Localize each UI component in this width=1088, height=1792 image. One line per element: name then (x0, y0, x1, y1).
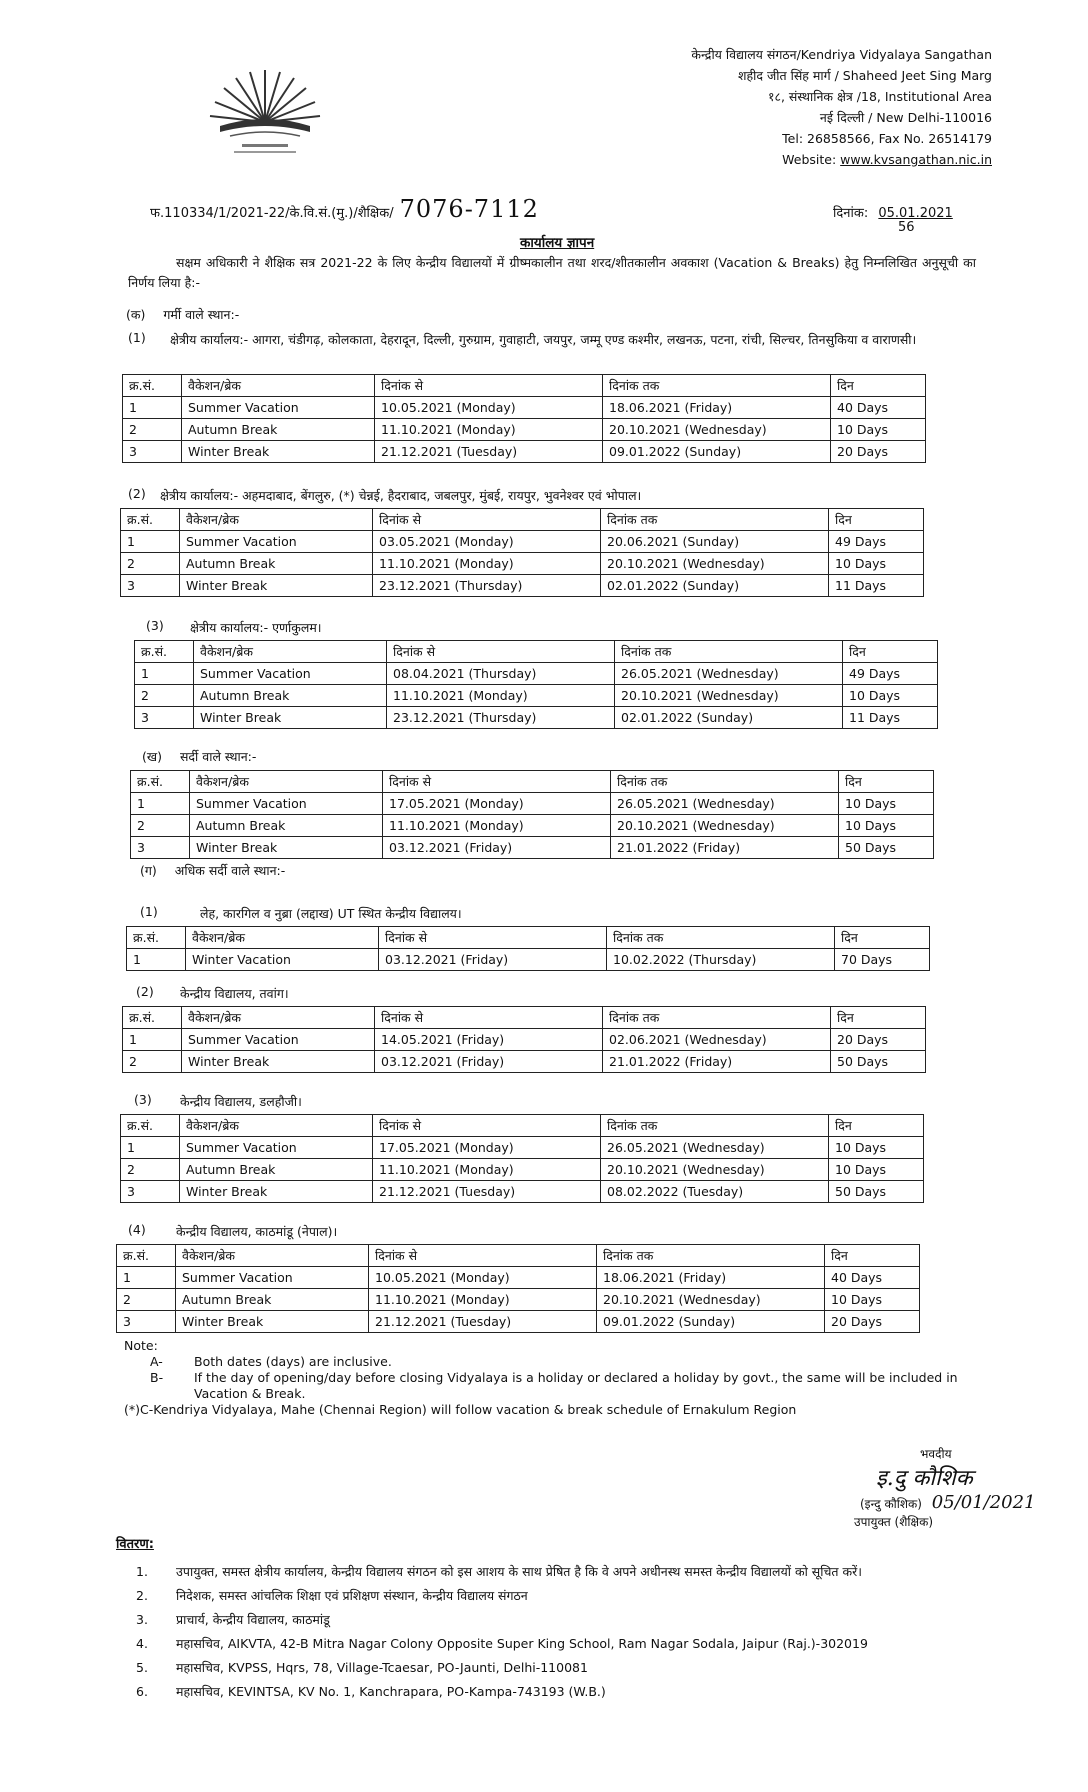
col-sr: क्र.सं. (135, 641, 194, 663)
table-row (121, 531, 924, 553)
col-from: दिनांक से (387, 641, 615, 663)
row-to: 21.01.2022 (Friday) (611, 837, 839, 859)
table-row (123, 419, 926, 441)
item-number: 3. (136, 1612, 148, 1627)
item-text: निदेशक, समस्त आंचलिक शिक्षा एवं प्रशिक्षण संस्थान, केन्द्रीय विद्यालय संगठन (176, 1588, 528, 1603)
row-vacation: Autumn Break (180, 1159, 373, 1181)
list-item (136, 1682, 986, 1701)
area-address: १८, संस्थानिक क्षेत्र /18, Institutional Area (767, 89, 992, 104)
g4-number: (4) (128, 1222, 146, 1237)
row-sr: 2 (121, 553, 180, 575)
k3-number: (3) (146, 618, 164, 633)
table-header (127, 927, 930, 949)
row-from: 14.05.2021 (Friday) (375, 1029, 603, 1051)
table-row (123, 1029, 926, 1051)
row-sr: 2 (135, 685, 194, 707)
table-row (135, 707, 938, 729)
row-vacation: Summer Vacation (182, 1029, 375, 1051)
col-days: दिन (825, 1245, 920, 1267)
section-ga-number: (ग) (140, 863, 157, 878)
g2-location: केन्द्रीय विद्यालय, तवांग। (180, 986, 289, 1001)
table-row (123, 441, 926, 463)
col-vacation: वैकेशन/ब्रेक (182, 375, 375, 397)
note-a-text: Both dates (days) are inclusive. (194, 1354, 392, 1369)
col-to: दिनांक तक (615, 641, 843, 663)
section-ga-label (140, 862, 285, 879)
section-kha-title: सर्दी वाले स्थान:- (179, 749, 257, 764)
row-days: 50 Days (839, 837, 934, 859)
row-from: 21.12.2021 (Tuesday) (373, 1181, 601, 1203)
row-days: 10 Days (839, 793, 934, 815)
table-row (123, 397, 926, 419)
row-sr: 2 (123, 1051, 182, 1073)
k3-regions: क्षेत्रीय कार्यालय:- एर्णाकुलम। (190, 620, 322, 635)
item-text: महासचिव, KEVINTSA, KV No. 1, Kanchrapara, PO-Kampa-743193 (W.B.) (176, 1684, 606, 1699)
row-vacation: Summer Vacation (182, 397, 375, 419)
item-number: 6. (136, 1684, 148, 1699)
table-header (117, 1245, 920, 1267)
col-vacation: वैकेशन/ब्रेक (190, 771, 383, 793)
street-address: शहीद जीत सिंह मार्ग / Shaheed Jeet Sing Marg (737, 68, 992, 83)
row-days: 10 Days (825, 1289, 920, 1311)
row-sr: 3 (131, 837, 190, 859)
section-ga-title: अधिक सर्दी वाले स्थान:- (174, 863, 286, 878)
table-row (121, 1159, 924, 1181)
col-sr: क्र.सं. (123, 375, 182, 397)
row-to: 18.06.2021 (Friday) (597, 1267, 825, 1289)
row-days: 49 Days (843, 663, 938, 685)
row-to: 20.10.2021 (Wednesday) (601, 1159, 829, 1181)
row-to: 02.01.2022 (Sunday) (601, 575, 829, 597)
row-from: 03.05.2021 (Monday) (373, 531, 601, 553)
row-to: 26.05.2021 (Wednesday) (611, 793, 839, 815)
schedule-table-g1 (126, 926, 930, 971)
row-days: 10 Days (829, 553, 924, 575)
row-from: 10.05.2021 (Monday) (369, 1267, 597, 1289)
table-header (123, 1007, 926, 1029)
col-from: दिनांक से (373, 1115, 601, 1137)
notes-title: Note: (124, 1338, 158, 1353)
handwritten-dispatch-number: 7076-7112 (399, 195, 539, 223)
row-days: 20 Days (825, 1311, 920, 1333)
item-text: प्राचार्य, केन्द्रीय विद्यालय, काठमांडू (176, 1612, 330, 1627)
col-days: दिन (843, 641, 938, 663)
row-vacation: Winter Break (190, 837, 383, 859)
row-vacation: Autumn Break (176, 1289, 369, 1311)
k1-regions: क्षेत्रीय कार्यालय:- आगरा, चंडीगढ़, कोलकाता, देहरादून, दिल्ली, गुरुग्राम, गुवाहाटी, जयपुर, जम्मू एण्ड कश्मीर, लखनऊ, पटना, रांची, सिल्चर, तिनसुकिया व वाराणसी। (170, 332, 917, 347)
row-vacation: Winter Break (182, 441, 375, 463)
row-to: 26.05.2021 (Wednesday) (615, 663, 843, 685)
col-days: दिन (831, 375, 926, 397)
row-to: 20.06.2021 (Sunday) (601, 531, 829, 553)
col-to: दिनांक तक (603, 375, 831, 397)
col-vacation: वैकेशन/ब्रेक (180, 509, 373, 531)
col-to: दिनांक तक (603, 1007, 831, 1029)
row-from: 11.10.2021 (Monday) (373, 553, 601, 575)
note-a (124, 1354, 984, 1370)
g3-number: (3) (134, 1092, 152, 1107)
col-to: दिनांक तक (611, 771, 839, 793)
row-days: 40 Days (825, 1267, 920, 1289)
date-label: दिनांक: (833, 206, 869, 221)
section-ka-number: (क) (126, 307, 146, 322)
list-item (136, 1610, 986, 1629)
table-row (117, 1311, 920, 1333)
notes-block (124, 1338, 984, 1418)
row-days: 40 Days (831, 397, 926, 419)
row-sr: 2 (117, 1289, 176, 1311)
row-vacation: Winter Break (194, 707, 387, 729)
row-sr: 3 (121, 1181, 180, 1203)
item-text: उपायुक्त, समस्त क्षेत्रीय कार्यालय, केन्द्रीय विद्यालय संगठन को इस आशय के साथ प्रेषित है कि वे अपने अधीनस्थ समस्त केन्द्रीय विद्यालयों को सूचित करें। (176, 1564, 862, 1579)
row-days: 70 Days (835, 949, 930, 971)
row-days: 50 Days (829, 1181, 924, 1203)
table-header (121, 1115, 924, 1137)
section-ka-title: गर्मी वाले स्थान:- (163, 307, 240, 322)
row-from: 21.12.2021 (Tuesday) (375, 441, 603, 463)
table-header (121, 509, 924, 531)
handwritten-mark: 56 (898, 220, 915, 235)
row-vacation: Summer Vacation (190, 793, 383, 815)
signatory-name: (इन्दु कौशिक) (860, 1497, 922, 1511)
row-days: 20 Days (831, 1029, 926, 1051)
row-sr: 1 (123, 397, 182, 419)
k1-number: (1) (128, 330, 146, 345)
section-kha-number: (ख) (142, 749, 162, 764)
col-to: दिनांक तक (601, 509, 829, 531)
schedule-table-kha (130, 770, 934, 859)
row-sr: 3 (117, 1311, 176, 1333)
row-days: 10 Days (829, 1159, 924, 1181)
row-days: 20 Days (831, 441, 926, 463)
list-item (136, 1658, 986, 1677)
col-sr: क्र.सं. (117, 1245, 176, 1267)
col-vacation: वैकेशन/ब्रेक (176, 1245, 369, 1267)
row-from: 10.05.2021 (Monday) (375, 397, 603, 419)
row-vacation: Winter Vacation (186, 949, 379, 971)
row-days: 50 Days (831, 1051, 926, 1073)
row-from: 23.12.2021 (Thursday) (387, 707, 615, 729)
intro-paragraph: सक्षम अधिकारी ने शैक्षिक सत्र 2021-22 के लिए केन्द्रीय विद्यालयों में ग्रीष्मकालीन तथा शरद/शीतकालीन अवकाश (Vacation & Breaks) हेतु निम्नलिखित अनुसूची का निर्णय लिया है:- (128, 255, 976, 290)
table-row (127, 949, 930, 971)
g1-location: लेह, कारगिल व नुब्रा (लद्दाख) UT स्थित केन्द्रीय विद्यालय। (200, 906, 462, 921)
row-from: 17.05.2021 (Monday) (373, 1137, 601, 1159)
row-days: 49 Days (829, 531, 924, 553)
col-days: दिन (831, 1007, 926, 1029)
note-b (124, 1370, 984, 1402)
item-number: 5. (136, 1660, 148, 1675)
row-vacation: Summer Vacation (180, 531, 373, 553)
table-row (117, 1267, 920, 1289)
date-line (833, 203, 953, 221)
row-to: 10.02.2022 (Thursday) (607, 949, 835, 971)
row-to: 20.10.2021 (Wednesday) (601, 553, 829, 575)
row-to: 02.06.2021 (Wednesday) (603, 1029, 831, 1051)
row-sr: 3 (123, 441, 182, 463)
row-to: 20.10.2021 (Wednesday) (597, 1289, 825, 1311)
issue-date: 05.01.2021 (878, 206, 953, 221)
col-days: दिन (829, 1115, 924, 1137)
row-days: 11 Days (843, 707, 938, 729)
row-vacation: Autumn Break (194, 685, 387, 707)
row-sr: 3 (135, 707, 194, 729)
table-row (121, 575, 924, 597)
k2-regions: क्षेत्रीय कार्यालय:- अहमदाबाद, बेंगलुरु, (*) चेन्नई, हैदराबाद, जबलपुर, मुंबई, रायपुर, भुवनेश्वर एवं भोपाल। (160, 488, 642, 503)
g1-number: (1) (140, 904, 158, 919)
col-from: दिनांक से (375, 375, 603, 397)
signatory-designation: उपायुक्त (शैक्षिक) (854, 1515, 933, 1529)
col-from: दिनांक से (379, 927, 607, 949)
table-row (121, 553, 924, 575)
signed-date: 05/01/2021 (931, 1492, 1036, 1513)
org-name: केन्द्रीय विद्यालय संगठन/Kendriya Vidyalaya Sangathan (691, 47, 992, 62)
row-from: 17.05.2021 (Monday) (383, 793, 611, 815)
col-from: दिनांक से (375, 1007, 603, 1029)
city-address: नई दिल्ली / New Delhi-110016 (819, 110, 992, 125)
list-item (136, 1562, 986, 1581)
row-from: 11.10.2021 (Monday) (373, 1159, 601, 1181)
row-from: 03.12.2021 (Friday) (375, 1051, 603, 1073)
table-row (135, 685, 938, 707)
tel-fax: Tel: 26858566, Fax No. 26514179 (782, 131, 992, 146)
note-star: (*)C-Kendriya Vidyalaya, Mahe (Chennai Region) will follow vacation & break schedule of Ernakulum Region (124, 1402, 797, 1417)
row-vacation: Autumn Break (182, 419, 375, 441)
row-from: 23.12.2021 (Thursday) (373, 575, 601, 597)
table-row (117, 1289, 920, 1311)
table-row (121, 1137, 924, 1159)
g3-location: केन्द्रीय विद्यालय, डलहौजी। (180, 1094, 302, 1109)
table-row (121, 1181, 924, 1203)
schedule-table-k3 (134, 640, 938, 729)
item-text: महासचिव, KVPSS, Hqrs, 78, Village-Tcaesar, PO-Jaunti, Delhi-110081 (176, 1660, 588, 1675)
col-to: दिनांक तक (607, 927, 835, 949)
row-sr: 2 (121, 1159, 180, 1181)
row-sr: 1 (131, 793, 190, 815)
row-sr: 1 (127, 949, 186, 971)
table-header (123, 375, 926, 397)
col-from: दिनांक से (369, 1245, 597, 1267)
closing-text: भवदीय (920, 1447, 952, 1461)
row-vacation: Winter Break (180, 1181, 373, 1203)
row-from: 11.10.2021 (Monday) (387, 685, 615, 707)
signature: इ.दु कौशिक (876, 1466, 973, 1491)
table-header (131, 771, 934, 793)
signature-block (840, 1445, 1060, 1530)
file-number: फ.110334/1/2021-22/के.वि.सं.(मु.)/शैक्षिक/ (150, 206, 394, 221)
col-sr: क्र.सं. (123, 1007, 182, 1029)
row-to: 20.10.2021 (Wednesday) (603, 419, 831, 441)
row-sr: 1 (121, 531, 180, 553)
kvs-logo (200, 60, 330, 160)
item-number: 2. (136, 1588, 148, 1603)
row-vacation: Winter Break (180, 575, 373, 597)
note-b-text: If the day of opening/day before closing Vidyalaya is a holiday or declared a holiday by govt., the same will be included in Vacation & Break. (194, 1370, 958, 1401)
row-to: 08.02.2022 (Tuesday) (601, 1181, 829, 1203)
row-to: 09.01.2022 (Sunday) (597, 1311, 825, 1333)
row-sr: 2 (123, 419, 182, 441)
col-sr: क्र.सं. (131, 771, 190, 793)
row-to: 20.10.2021 (Wednesday) (611, 815, 839, 837)
item-number: 4. (136, 1636, 148, 1651)
row-sr: 3 (121, 575, 180, 597)
list-item (136, 1586, 986, 1605)
row-sr: 1 (121, 1137, 180, 1159)
document-title: कार्यालय ज्ञापन (520, 235, 595, 251)
row-vacation: Autumn Break (180, 553, 373, 575)
row-to: 09.01.2022 (Sunday) (603, 441, 831, 463)
item-text: महासचिव, AIKVTA, 42-B Mitra Nagar Colony Opposite Super King School, Ram Nagar Sodala, Jaipur (Raj.)-302019 (176, 1636, 868, 1651)
table-row (131, 815, 934, 837)
row-to: 20.10.2021 (Wednesday) (615, 685, 843, 707)
row-from: 08.04.2021 (Thursday) (387, 663, 615, 685)
section-kha-label (142, 748, 256, 765)
address-block (691, 44, 992, 170)
distribution-title: वितरण: (116, 1537, 154, 1552)
row-to: 26.05.2021 (Wednesday) (601, 1137, 829, 1159)
table-row (131, 793, 934, 815)
col-sr: क्र.सं. (127, 927, 186, 949)
row-from: 03.12.2021 (Friday) (383, 837, 611, 859)
note-a-key: A- (150, 1354, 163, 1369)
table-header (135, 641, 938, 663)
col-sr: क्र.सं. (121, 509, 180, 531)
k2-number: (2) (128, 486, 146, 501)
col-from: दिनांक से (383, 771, 611, 793)
row-days: 10 Days (843, 685, 938, 707)
col-days: दिन (839, 771, 934, 793)
schedule-table-k1 (122, 374, 926, 463)
col-sr: क्र.सं. (121, 1115, 180, 1137)
website-link[interactable]: www.kvsangathan.nic.in (840, 152, 992, 167)
col-from: दिनांक से (373, 509, 601, 531)
row-from: 11.10.2021 (Monday) (383, 815, 611, 837)
row-days: 10 Days (831, 419, 926, 441)
row-vacation: Summer Vacation (180, 1137, 373, 1159)
col-vacation: वैकेशन/ब्रेक (180, 1115, 373, 1137)
schedule-table-g4 (116, 1244, 920, 1333)
row-vacation: Summer Vacation (194, 663, 387, 685)
file-reference (150, 195, 539, 223)
col-to: दिनांक तक (597, 1245, 825, 1267)
row-sr: 1 (117, 1267, 176, 1289)
row-from: 11.10.2021 (Monday) (369, 1289, 597, 1311)
list-item (136, 1634, 986, 1653)
website-label: Website: (782, 152, 837, 167)
col-vacation: वैकेशन/ब्रेक (186, 927, 379, 949)
schedule-table-g2 (122, 1006, 926, 1073)
section-ka-label (126, 306, 239, 323)
col-to: दिनांक तक (601, 1115, 829, 1137)
row-days: 11 Days (829, 575, 924, 597)
col-vacation: वैकेशन/ब्रेक (182, 1007, 375, 1029)
row-to: 02.01.2022 (Sunday) (615, 707, 843, 729)
note-b-key: B- (150, 1370, 164, 1385)
col-vacation: वैकेशन/ब्रेक (194, 641, 387, 663)
table-row (131, 837, 934, 859)
signatory-line (840, 1492, 1060, 1513)
col-days: दिन (835, 927, 930, 949)
table-row (123, 1051, 926, 1073)
row-vacation: Winter Break (182, 1051, 375, 1073)
row-sr: 2 (131, 815, 190, 837)
row-sr: 1 (135, 663, 194, 685)
website-line (691, 149, 992, 170)
col-days: दिन (829, 509, 924, 531)
g2-number: (2) (136, 984, 154, 999)
item-number: 1. (136, 1564, 148, 1579)
row-from: 03.12.2021 (Friday) (379, 949, 607, 971)
row-days: 10 Days (839, 815, 934, 837)
row-from: 21.12.2021 (Tuesday) (369, 1311, 597, 1333)
row-vacation: Summer Vacation (176, 1267, 369, 1289)
row-to: 21.01.2022 (Friday) (603, 1051, 831, 1073)
schedule-table-g3 (120, 1114, 924, 1203)
row-vacation: Autumn Break (190, 815, 383, 837)
row-sr: 1 (123, 1029, 182, 1051)
row-vacation: Winter Break (176, 1311, 369, 1333)
row-days: 10 Days (829, 1137, 924, 1159)
table-row (135, 663, 938, 685)
g4-location: केन्द्रीय विद्यालय, काठमांडू (नेपाल)। (176, 1224, 338, 1239)
distribution-list (136, 1562, 986, 1706)
schedule-table-k2 (120, 508, 924, 597)
row-to: 18.06.2021 (Friday) (603, 397, 831, 419)
row-from: 11.10.2021 (Monday) (375, 419, 603, 441)
